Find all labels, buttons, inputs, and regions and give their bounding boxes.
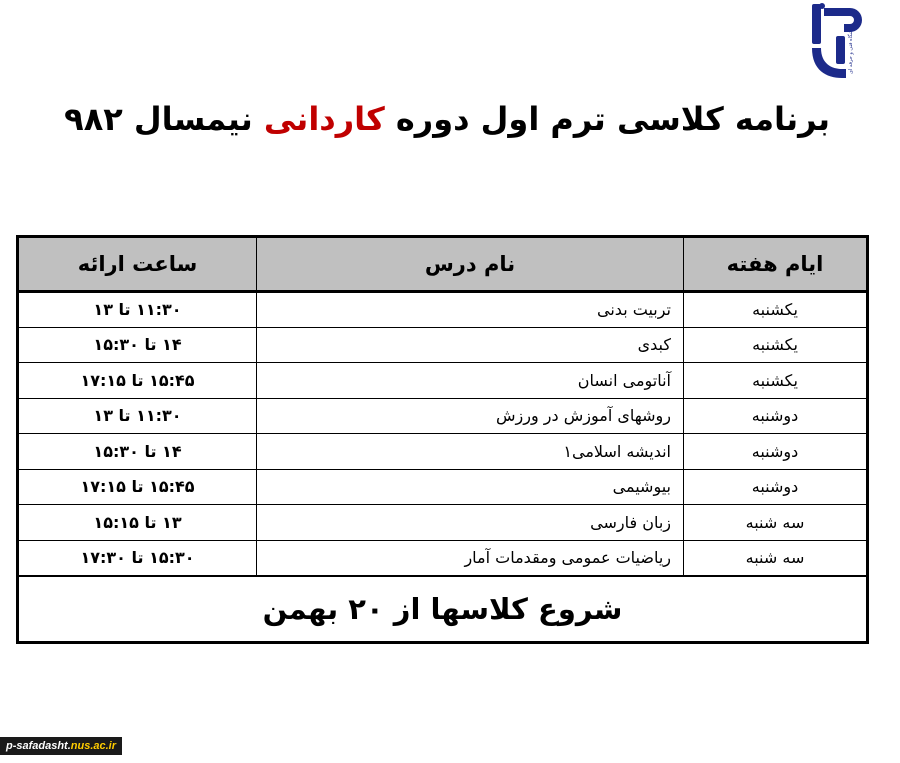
cell-course: آناتومی انسان xyxy=(257,363,684,399)
cell-day: دوشنبه xyxy=(684,469,868,505)
cell-day: سه شنبه xyxy=(684,505,868,541)
badge-prefix: p-safadasht. xyxy=(5,740,71,752)
cell-day: سه شنبه xyxy=(684,540,868,576)
university-logo xyxy=(808,2,864,82)
header-course: نام درس xyxy=(257,237,684,292)
cell-time: ۱۵:۴۵ تا ۱۷:۱۵ xyxy=(18,469,257,505)
table-row xyxy=(18,292,868,328)
cell-time: ۱۴ تا ۱۵:۳۰ xyxy=(18,327,257,363)
cell-course: اندیشه اسلامی۱ xyxy=(257,434,684,470)
table-row xyxy=(18,505,868,541)
cell-day: دوشنبه xyxy=(684,398,868,434)
cell-course: ریاضیات عمومی ومقدمات آمار xyxy=(257,540,684,576)
cell-course: کبدی xyxy=(257,327,684,363)
schedule-table xyxy=(16,235,869,644)
logo-caption: دانشگاه فنی و حرفه ای xyxy=(848,24,854,74)
cell-course: زبان فارسی xyxy=(257,505,684,541)
table-row xyxy=(18,434,868,470)
table-row xyxy=(18,363,868,399)
start-date-note: شروع کلاسها از ۲۰ بهمن xyxy=(18,576,868,643)
cell-day: یکشنبه xyxy=(684,363,868,399)
title-part-1: برنامه کلاسی ترم اول دوره xyxy=(384,100,830,138)
title-part-2: نیمسال ۹۸۲ xyxy=(64,100,264,138)
cell-time: ۱۴ تا ۱۵:۳۰ xyxy=(18,434,257,470)
title-accent: کاردانی xyxy=(263,100,385,138)
cell-course: تربیت بدنی xyxy=(257,292,684,328)
cell-time: ۱۵:۳۰ تا ۱۷:۳۰ xyxy=(18,540,257,576)
cell-time: ۱۵:۴۵ تا ۱۷:۱۵ xyxy=(18,363,257,399)
table-footer-row xyxy=(18,576,868,643)
header-time: ساعت ارائه xyxy=(18,237,257,292)
cell-time: ۱۳ تا ۱۵:۱۵ xyxy=(18,505,257,541)
cell-day: دوشنبه xyxy=(684,434,868,470)
table-header-row xyxy=(18,237,868,292)
table-row xyxy=(18,398,868,434)
table-row xyxy=(18,469,868,505)
cell-day: یکشنبه xyxy=(684,327,868,363)
badge-domain: nus.ac.ir xyxy=(70,740,117,752)
page-title xyxy=(40,100,830,138)
website-badge[interactable] xyxy=(0,737,122,755)
table-row xyxy=(18,540,868,576)
cell-course: بیوشیمی xyxy=(257,469,684,505)
cell-course: روشهای آموزش در ورزش xyxy=(257,398,684,434)
cell-time: ۱۱:۳۰ تا ۱۳ xyxy=(18,398,257,434)
cell-time: ۱۱:۳۰ تا ۱۳ xyxy=(18,292,257,328)
cell-day: یکشنبه xyxy=(684,292,868,328)
table-row xyxy=(18,327,868,363)
header-day: ایام هفته xyxy=(684,237,868,292)
